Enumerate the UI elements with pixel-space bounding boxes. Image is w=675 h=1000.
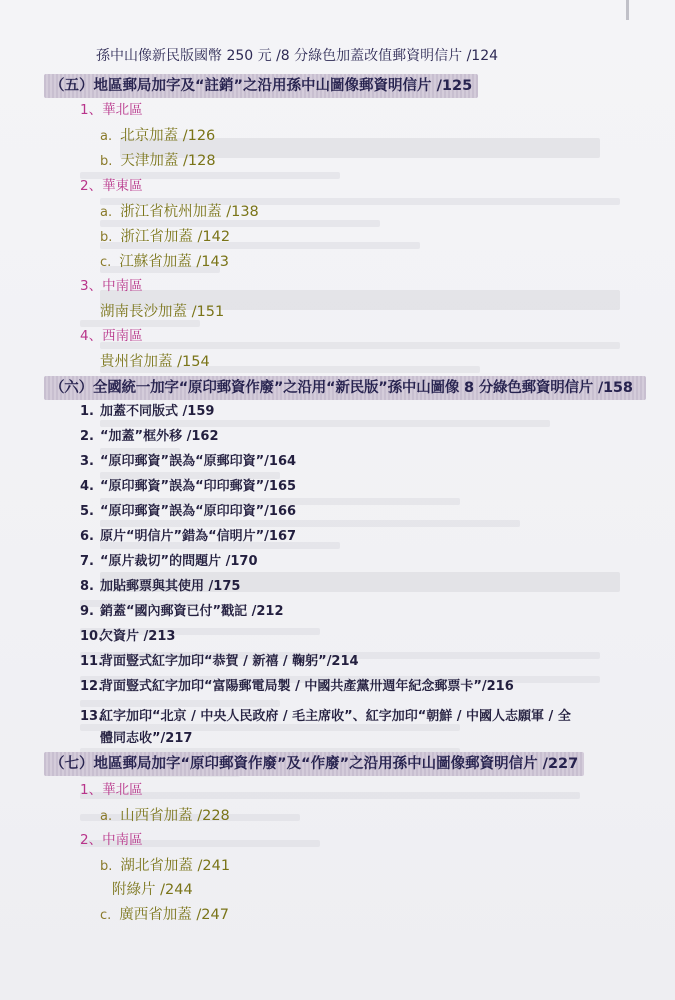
toc-entry[interactable] [80,627,175,647]
section-heading-6[interactable]: （六）全國統一加字“原印郵資作廢”之沿用“新民版”孫中山圖像 8 分綠色郵資明信片 /158 [44,376,646,400]
item-number: 13. [80,709,104,724]
toc-entry[interactable] [100,905,229,926]
item-marker: b. [100,230,113,245]
toc-entry[interactable]: 貴州省加蓋 /154 [100,354,210,370]
region-heading: 1、華北區 [80,782,143,798]
toc-entry[interactable] [80,602,284,622]
item-number: 10. [80,629,104,644]
toc-entry[interactable] [100,126,215,147]
entry-text: 北京加蓋 /126 [120,128,216,144]
entry-text: 江蘇省加蓋 /143 [119,254,229,270]
entry-text: 浙江省加蓋 /142 [120,229,231,245]
toc-entry[interactable] [100,202,259,223]
toc-entry[interactable] [80,402,214,422]
section-heading-7[interactable]: （七）地區郵局加字“原印郵資作廢”及“作廢”之沿用孫中山圖像郵資明信片 /227 [44,752,584,776]
toc-entry[interactable] [80,577,240,597]
toc-entry[interactable]: 孫中山像新民版國幣 250 元 /8 分綠色加蓋改值郵資明信片 /124 [96,48,499,64]
item-number: 3. [80,454,94,469]
entry-text: 廣西省加蓋 /247 [119,907,229,923]
section-heading-5[interactable]: （五）地區郵局加字及“註銷”之沿用孫中山圖像郵資明信片 /125 [44,74,478,98]
toc-entry[interactable]: 湖南長沙加蓋 /151 [100,304,225,320]
entry-text: 湖北省加蓋 /241 [120,858,231,874]
entry-text: 原片“明信片”錯為“信明片”/167 [100,529,297,544]
toc-entry[interactable] [80,452,296,472]
item-marker: b. [100,859,113,874]
region-heading: 2、華東區 [80,178,143,194]
toc-entry[interactable]: 附綠片 /244 [112,882,193,898]
region-heading: 3、中南區 [80,278,143,294]
entry-text: 山西省加蓋 /228 [120,808,230,824]
toc-entry[interactable] [80,502,296,522]
item-marker: a. [100,809,113,824]
entry-text: 背面豎式紅字加印“富陽郵電局製 / 中國共產黨卅週年紀念郵票卡”/216 [100,679,514,694]
entry-text: 紅字加印“北京 / 中央人民政府 / 毛主席收”、紅字加印“朝鮮 / 中國人志願軍 / 全 [100,709,571,724]
item-marker: a. [100,129,113,144]
item-number: 8. [80,579,94,594]
toc-entry[interactable] [100,806,230,827]
region-heading: 2、中南區 [80,832,143,848]
item-number: 4. [80,479,94,494]
item-number: 6. [80,529,94,544]
entry-text: 浙江省杭州加蓋 /138 [120,204,259,220]
item-number: 5. [80,504,94,519]
entry-text: 銷蓋“國內郵資已付”戳記 /212 [100,604,284,619]
region-heading: 4、西南區 [80,328,143,344]
entry-text: “原印郵資”誤為“原郵印資”/164 [100,454,297,469]
item-number: 2. [80,429,94,444]
toc-entry[interactable] [80,677,514,697]
entry-text: 天津加蓋 /128 [120,153,216,169]
entry-text: “原片裁切”的問題片 /170 [100,554,258,569]
item-marker: a. [100,205,113,220]
entry-text: 欠資片 /213 [100,629,176,644]
item-number: 1. [80,404,94,419]
item-number: 12. [80,679,104,694]
toc-entry[interactable] [100,856,230,877]
item-marker: b. [100,154,113,169]
toc-entry[interactable] [80,477,296,497]
toc-entry[interactable] [100,151,216,172]
item-number: 9. [80,604,94,619]
entry-text-continued: 體同志收”/217 [100,731,193,746]
item-marker: c. [100,255,112,270]
toc-entry[interactable] [80,527,296,547]
entry-text: 背面豎式紅字加印“恭賀 / 新禧 / 鞠躬”/214 [100,654,359,669]
entry-text: “原印郵資”誤為“原印印資”/166 [100,504,297,519]
item-number: 11. [80,654,104,669]
item-number: 7. [80,554,94,569]
paper-edge-mark [626,0,629,20]
toc-entry[interactable] [80,706,650,750]
entry-text: 加蓋不同版式 /159 [100,404,215,419]
entry-text: “加蓋”框外移 /162 [100,429,219,444]
toc-entry[interactable] [80,552,258,572]
entry-text: 加貼郵票與其使用 /175 [100,579,241,594]
toc-entry[interactable] [80,652,359,672]
entry-text: “原印郵資”誤為“印印郵資”/165 [100,479,297,494]
item-marker: c. [100,908,112,923]
toc-entry[interactable] [100,252,229,273]
toc-entry[interactable] [100,227,230,248]
toc-entry[interactable] [80,427,219,447]
region-heading: 1、華北區 [80,102,143,118]
